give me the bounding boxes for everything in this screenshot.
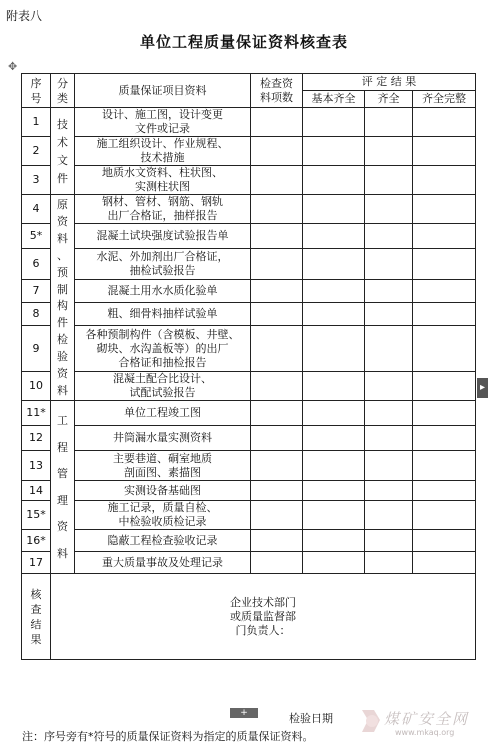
quality-check-table <box>21 73 476 660</box>
basic-cell[interactable] <box>303 552 365 574</box>
item-cell <box>75 530 251 552</box>
full-cell[interactable] <box>413 501 476 530</box>
signature-line: 门负责人： <box>235 623 291 637</box>
row-number: 10 <box>22 372 51 401</box>
row-number: 6 <box>22 249 51 280</box>
category-char: 预 <box>57 265 68 279</box>
count-cell[interactable] <box>251 280 303 303</box>
basic-cell[interactable] <box>303 137 365 166</box>
page-title: 单位工程质量保证资料核查表 <box>139 33 348 51</box>
count-cell[interactable] <box>251 249 303 280</box>
header-seq: 序 号 <box>22 74 51 108</box>
item-cell <box>75 249 251 280</box>
full-cell[interactable] <box>413 326 476 372</box>
table-row <box>22 280 476 303</box>
item-cell <box>75 326 251 372</box>
table-row <box>22 326 476 372</box>
item-cell <box>75 552 251 574</box>
complete-cell[interactable] <box>365 501 413 530</box>
category-char: 文 <box>57 153 68 167</box>
full-cell[interactable] <box>413 166 476 195</box>
count-cell[interactable] <box>251 195 303 224</box>
header-full: 齐全完整 <box>413 91 476 108</box>
appendix-label: 附表八 <box>6 9 43 23</box>
item-text: 钢材、管材、钢筋、钢轨 <box>102 195 223 208</box>
item-text: 设计、施工图，设计变更 <box>102 108 223 121</box>
item-cell <box>75 166 251 195</box>
complete-cell[interactable] <box>365 280 413 303</box>
count-cell[interactable] <box>251 224 303 249</box>
basic-cell[interactable] <box>303 166 365 195</box>
count-cell[interactable] <box>251 166 303 195</box>
row-number: 2 <box>22 137 51 166</box>
item-cell <box>75 481 251 501</box>
table-row <box>22 501 476 530</box>
complete-cell[interactable] <box>365 108 413 137</box>
header-eval: 评 定 结 果 <box>303 74 476 91</box>
basic-cell[interactable] <box>303 401 365 426</box>
full-cell[interactable] <box>413 372 476 401</box>
category-raw <box>51 195 75 401</box>
count-cell[interactable] <box>251 108 303 137</box>
item-text: 中检验收质检记录 <box>118 515 207 528</box>
row-number: 3 <box>22 166 51 195</box>
basic-cell[interactable] <box>303 426 365 451</box>
header-count: 检查资 料项数 <box>251 74 303 108</box>
item-text: 混凝土用水水质化验单 <box>107 284 218 297</box>
category-char: 构 <box>57 299 68 313</box>
item-cell <box>75 195 251 224</box>
count-cell[interactable] <box>251 401 303 426</box>
count-cell[interactable] <box>251 326 303 372</box>
item-text: 试配试验报告 <box>129 386 196 399</box>
basic-cell[interactable] <box>303 501 365 530</box>
header-complete: 齐全 <box>365 91 413 108</box>
item-text: 隐蔽工程检查验收记录 <box>107 533 218 547</box>
full-cell[interactable] <box>413 137 476 166</box>
item-text: 粗、细骨料抽样试验单 <box>107 307 218 320</box>
table-row <box>22 195 476 224</box>
row-number: 14 <box>22 481 51 501</box>
full-cell[interactable] <box>413 224 476 249</box>
item-text: 文件或记录 <box>135 122 190 135</box>
item-text: 技术措施 <box>140 151 185 164</box>
count-cell[interactable] <box>251 372 303 401</box>
count-cell[interactable] <box>251 501 303 530</box>
header-category: 分 类 <box>51 74 75 108</box>
item-cell <box>75 224 251 249</box>
table-row <box>22 481 476 501</box>
item-cell <box>75 108 251 137</box>
basic-cell[interactable] <box>303 451 365 481</box>
complete-cell[interactable] <box>365 195 413 224</box>
category-char: 程 <box>57 440 68 454</box>
table-row <box>22 137 476 166</box>
item-text: 重大质量事故及处理记录 <box>102 555 223 569</box>
category-char: 资 <box>57 520 68 534</box>
category-char: 件 <box>57 171 68 185</box>
row-number: 7 <box>22 280 51 303</box>
complete-cell[interactable] <box>365 426 413 451</box>
scroll-arrow-icon[interactable]: ▸ <box>477 378 488 398</box>
add-row-icon[interactable]: + <box>230 708 258 718</box>
complete-cell[interactable] <box>365 530 413 552</box>
category-char: 资 <box>57 366 68 380</box>
result-area[interactable] <box>51 574 476 660</box>
item-cell <box>75 137 251 166</box>
category-char: 验 <box>57 349 68 363</box>
basic-cell[interactable] <box>303 481 365 501</box>
complete-cell[interactable] <box>365 401 413 426</box>
table-row <box>22 552 476 574</box>
full-cell[interactable] <box>413 401 476 426</box>
category-char: 、 <box>57 248 68 262</box>
count-cell[interactable] <box>251 552 303 574</box>
result-row <box>22 574 476 660</box>
category-char: 原 <box>57 198 68 212</box>
category-char: 料 <box>57 232 68 246</box>
category-char: 料 <box>57 546 68 560</box>
footnote: 注：序号旁有*符号的质量保证资料为指定的质量保证资料。 <box>22 730 314 743</box>
item-text: 各种预制构件（含模板、井壁、 <box>85 327 240 341</box>
complete-cell[interactable] <box>365 552 413 574</box>
full-cell[interactable] <box>413 552 476 574</box>
row-number: 13 <box>22 451 51 481</box>
result-label <box>22 574 51 660</box>
row-number: 5* <box>22 224 51 249</box>
table-row <box>22 224 476 249</box>
category-char: 资 <box>57 215 68 229</box>
table-move-handle-icon[interactable]: ✥ <box>8 60 18 73</box>
count-cell[interactable] <box>251 481 303 501</box>
item-text: 砌块、水沟盖板等）的出厂 <box>96 341 229 355</box>
watermark-text: 煤矿安全网 <box>384 710 470 728</box>
row-number: 17 <box>22 552 51 574</box>
watermark-url: www.mkaq.org <box>395 728 455 737</box>
item-text: 施工组织设计、作业规程、 <box>96 137 229 150</box>
category-tech <box>51 108 75 195</box>
item-text: 主要巷道、硐室地质 <box>113 451 212 465</box>
basic-cell[interactable] <box>303 326 365 372</box>
row-number: 12 <box>22 426 51 451</box>
complete-cell[interactable] <box>365 249 413 280</box>
row-number: 1 <box>22 108 51 137</box>
item-cell <box>75 303 251 326</box>
item-cell <box>75 451 251 481</box>
basic-cell[interactable] <box>303 280 365 303</box>
table-row <box>22 372 476 401</box>
signature-line: 企业技术部门 <box>230 595 296 609</box>
table-row <box>22 108 476 137</box>
complete-cell[interactable] <box>365 372 413 401</box>
item-text: 剖面图、素描图 <box>124 465 201 479</box>
signature-line: 或质量监督部 <box>230 609 296 623</box>
basic-cell[interactable] <box>303 249 365 280</box>
full-cell[interactable] <box>413 249 476 280</box>
item-cell <box>75 501 251 530</box>
item-text: 实测柱状图 <box>135 180 190 193</box>
item-text: 实测设备基础图 <box>124 483 201 497</box>
check-date-label: 检验日期 <box>289 712 333 725</box>
result-label-char: 核 <box>30 587 42 601</box>
category-char: 制 <box>57 282 68 296</box>
full-cell[interactable] <box>413 303 476 326</box>
category-char: 件 <box>57 316 68 330</box>
category-char: 料 <box>57 383 68 397</box>
row-number: 4 <box>22 195 51 224</box>
complete-cell[interactable] <box>365 326 413 372</box>
category-char: 理 <box>57 493 68 507</box>
complete-cell[interactable] <box>365 224 413 249</box>
complete-cell[interactable] <box>365 303 413 326</box>
item-cell <box>75 426 251 451</box>
category-char: 检 <box>57 333 68 347</box>
full-cell[interactable] <box>413 195 476 224</box>
item-text: 施工记录，质量自检、 <box>107 501 218 514</box>
table-row <box>22 401 476 426</box>
category-char: 管 <box>57 467 68 481</box>
table-row <box>22 530 476 552</box>
basic-cell[interactable] <box>303 108 365 137</box>
full-cell[interactable] <box>413 426 476 451</box>
item-text: 混凝土配合比设计、 <box>113 372 212 385</box>
item-cell <box>75 401 251 426</box>
basic-cell[interactable] <box>303 224 365 249</box>
header-item: 质量保证项目资料 <box>75 74 251 108</box>
category-char: 工 <box>57 414 68 428</box>
category-char: 技 <box>57 117 68 131</box>
category-mgmt <box>51 401 75 574</box>
full-cell[interactable] <box>413 108 476 137</box>
category-char: 术 <box>57 135 68 149</box>
basic-cell[interactable] <box>303 372 365 401</box>
item-cell <box>75 372 251 401</box>
item-text: 井筒漏水量实测资料 <box>113 431 212 444</box>
result-label-char: 查 <box>30 602 42 616</box>
row-number: 11* <box>22 401 51 426</box>
item-text: 混凝土试块强度试验报告单 <box>96 229 229 242</box>
table-row <box>22 303 476 326</box>
table-row <box>22 426 476 451</box>
complete-cell[interactable] <box>365 481 413 501</box>
row-number: 8 <box>22 303 51 326</box>
count-cell[interactable] <box>251 137 303 166</box>
full-cell[interactable] <box>413 280 476 303</box>
count-cell[interactable] <box>251 451 303 481</box>
full-cell[interactable] <box>413 530 476 552</box>
basic-cell[interactable] <box>303 303 365 326</box>
row-number: 16* <box>22 530 51 552</box>
complete-cell[interactable] <box>365 166 413 195</box>
item-text: 单位工程竣工图 <box>124 406 201 419</box>
full-cell[interactable] <box>413 451 476 481</box>
result-label-char: 结 <box>30 617 42 631</box>
row-number: 15* <box>22 501 51 530</box>
item-text: 水泥、外加剂出厂合格证， <box>96 250 229 263</box>
item-text: 抽检试验报告 <box>129 264 196 277</box>
table-row <box>22 166 476 195</box>
row-number: 9 <box>22 326 51 372</box>
count-cell[interactable] <box>251 303 303 326</box>
full-cell[interactable] <box>413 481 476 501</box>
header-basic: 基本齐全 <box>303 91 365 108</box>
item-cell <box>75 280 251 303</box>
item-text: 合格证和抽检报告 <box>118 355 207 369</box>
complete-cell[interactable] <box>365 137 413 166</box>
table-row <box>22 451 476 481</box>
complete-cell[interactable] <box>365 451 413 481</box>
item-text: 出厂合格证，抽样报告 <box>107 209 218 222</box>
basic-cell[interactable] <box>303 530 365 552</box>
count-cell[interactable] <box>251 426 303 451</box>
count-cell[interactable] <box>251 530 303 552</box>
basic-cell[interactable] <box>303 195 365 224</box>
result-label-char: 果 <box>30 632 42 646</box>
table-row <box>22 249 476 280</box>
item-text: 地质水文资料、柱状图、 <box>102 166 223 179</box>
